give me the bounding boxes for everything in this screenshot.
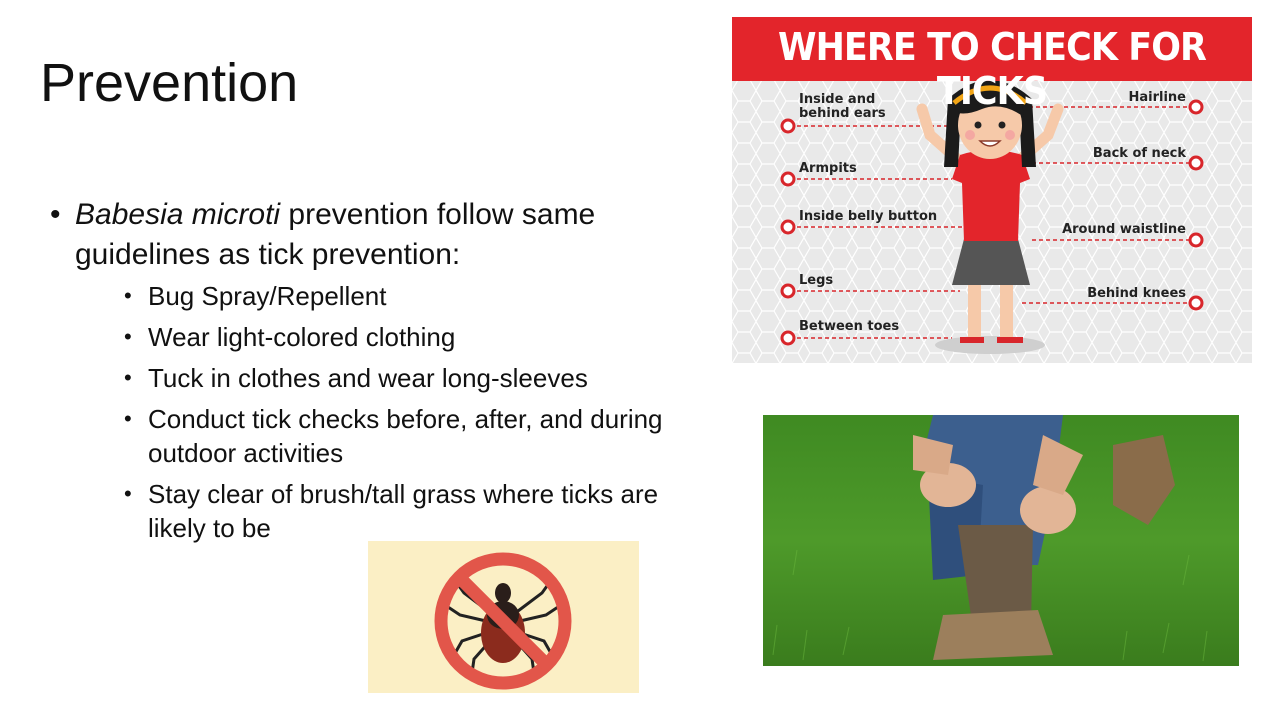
label-belly-button: Inside belly button [799,209,938,224]
slide-title: Prevention [40,53,299,113]
main-bullet [50,195,710,545]
tucking-pants-photo [763,415,1239,666]
photo-tucking-pants-into-socks [763,415,1239,666]
no-tick-icon [368,541,639,693]
main-bullet-line2: guidelines as tick prevention: [75,238,461,271]
sub-bullet: • Stay clear of brush/tall grass where ticks are likely to be [124,477,708,545]
label-around-waistline: Around waistline [1062,222,1186,237]
bullet-list [50,195,710,552]
label-inside-behind-ears: Inside and behind ears [799,92,886,121]
label-behind-knees: Behind knees [1087,286,1186,301]
main-bullet-text: prevention follow same [280,198,596,231]
tick-check-infographic [732,17,1252,363]
label-back-of-neck: Back of neck [1092,146,1186,161]
no-tick-image [368,541,639,693]
label-hairline: Hairline [1128,90,1186,105]
sub-bullet: • Tuck in clothes and wear long-sleeves [124,361,710,395]
label-between-toes: Between toes [799,319,900,334]
main-bullet-italic: Babesia microti [75,198,281,231]
sub-bullet: • Conduct tick checks before, after, and during outdoor activities [124,402,708,470]
sub-bullet: • Bug Spray/Repellent [124,279,710,313]
label-legs: Legs [799,273,834,288]
sub-bullet: • Wear light-colored clothing [124,320,710,354]
sub-bullet-list [75,279,710,545]
infographic-title: WHERE TO CHECK FOR TICKS [777,25,1207,113]
label-armpits: Armpits [799,161,857,176]
